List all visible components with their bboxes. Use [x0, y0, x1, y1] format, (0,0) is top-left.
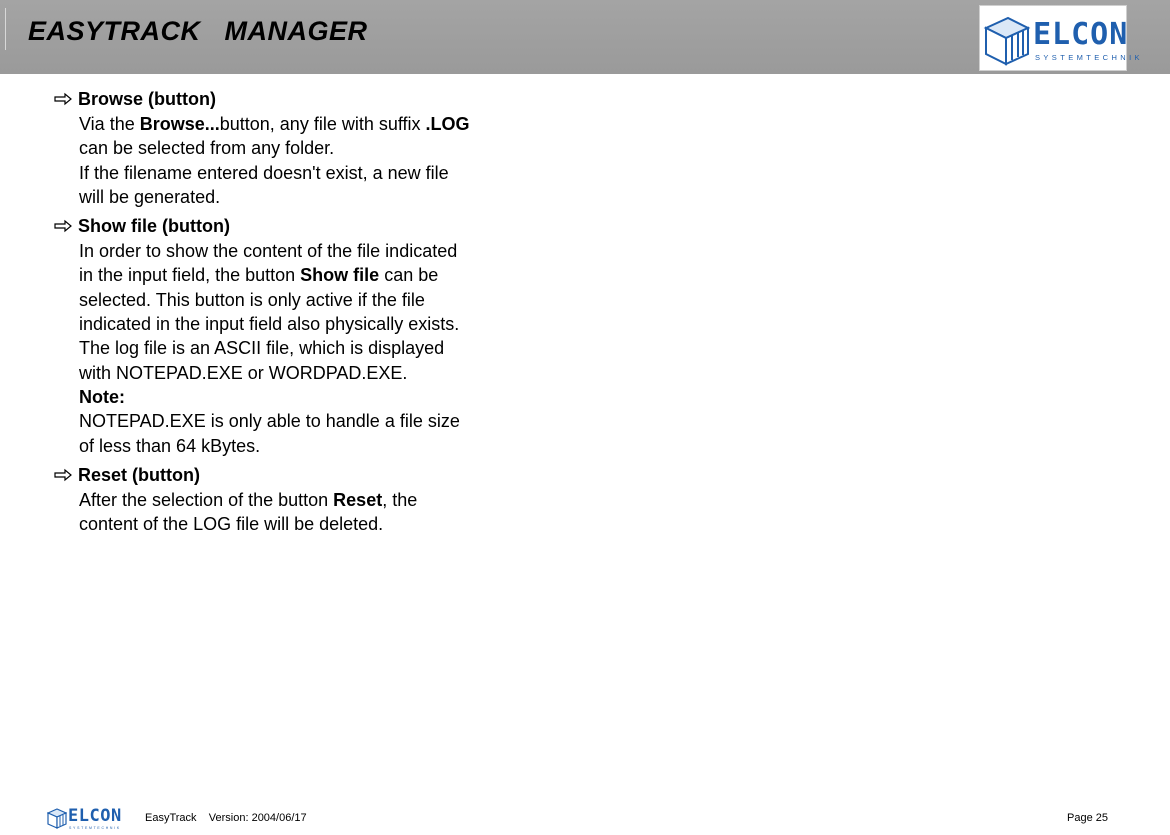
section	[52, 86, 542, 209]
arrow-right-icon	[52, 468, 78, 482]
text-run: In order to show the content of the file indicated	[79, 241, 458, 262]
section-heading: Show file (button)	[78, 216, 230, 237]
logo-subtitle: SYSTEMTECHNIK	[1035, 53, 1143, 62]
header-divider	[5, 8, 6, 50]
section-header	[52, 213, 542, 239]
text-run: If the filename entered doesn't exist, a new file	[79, 162, 449, 183]
text-run: with NOTEPAD.EXE or WORDPAD.EXE.	[79, 362, 408, 383]
section	[52, 213, 542, 458]
bold-term: Show file	[300, 265, 380, 286]
text-line	[79, 434, 542, 458]
text-run: selected. This button is only active if the file	[79, 289, 425, 310]
footer-logo-subtitle: SYSTEMTECHNIK	[69, 826, 121, 830]
section	[52, 462, 542, 537]
section-heading: Reset (button)	[78, 464, 200, 485]
page-title: EASYTRACK MANAGER	[28, 16, 368, 46]
bold-term: Browse...	[139, 114, 220, 134]
text-run: The log file is an ASCII file, which is displayed	[79, 338, 445, 359]
elcon-cube-icon	[982, 10, 1032, 68]
text-line	[79, 112, 542, 136]
text-line	[79, 161, 542, 185]
section-header	[52, 86, 542, 112]
text-run: in the input field, the button	[79, 265, 301, 286]
page-header	[0, 0, 1170, 74]
text-line	[79, 488, 542, 512]
text-line	[79, 185, 542, 209]
elcon-cube-icon	[47, 806, 67, 830]
text-line	[79, 239, 542, 263]
text-run: , the	[382, 489, 418, 510]
text-run: will be generated.	[79, 186, 221, 207]
footer-logo	[47, 806, 122, 835]
text-run: content of the LOG file will be deleted.	[79, 514, 384, 535]
text-line	[79, 409, 542, 433]
text-line	[79, 336, 542, 360]
section-heading: Browse (button)	[78, 89, 216, 109]
arrow-right-icon	[52, 219, 78, 233]
bold-term: .LOG	[425, 114, 470, 134]
arrow-right-icon	[52, 92, 78, 106]
text-run: NOTEPAD.EXE is only able to handle a file size	[79, 411, 460, 432]
document-body	[52, 86, 542, 540]
page-number: Page 25	[1067, 812, 1108, 824]
text-run: can be selected from any folder.	[79, 138, 335, 159]
text-line	[79, 263, 542, 287]
text-line	[79, 512, 542, 536]
elcon-logo	[979, 5, 1143, 71]
text-run: of less than 64 kBytes.	[79, 435, 261, 456]
text-line	[79, 288, 542, 312]
section-text	[52, 488, 542, 537]
bold-term: Reset	[333, 489, 383, 510]
section-text	[52, 112, 542, 209]
text-line	[79, 136, 542, 160]
bold-term: Note:	[79, 386, 125, 407]
text-line	[79, 361, 542, 385]
footer-logo-wordmark: ELCON	[68, 806, 122, 826]
text-run: Via the	[79, 114, 140, 134]
footer-version: EasyTrack Version: 2004/06/17	[145, 812, 307, 824]
text-run: After the selection of the button	[79, 489, 334, 510]
logo-wordmark: ELCON	[1033, 17, 1129, 52]
text-run: can be	[379, 265, 439, 286]
section-text	[52, 239, 542, 458]
section-header	[52, 462, 542, 488]
text-run: indicated in the input field also physically exists.	[79, 314, 460, 335]
text-line	[79, 385, 542, 409]
text-line	[79, 312, 542, 336]
text-run: button, any file with suffix	[219, 114, 426, 134]
